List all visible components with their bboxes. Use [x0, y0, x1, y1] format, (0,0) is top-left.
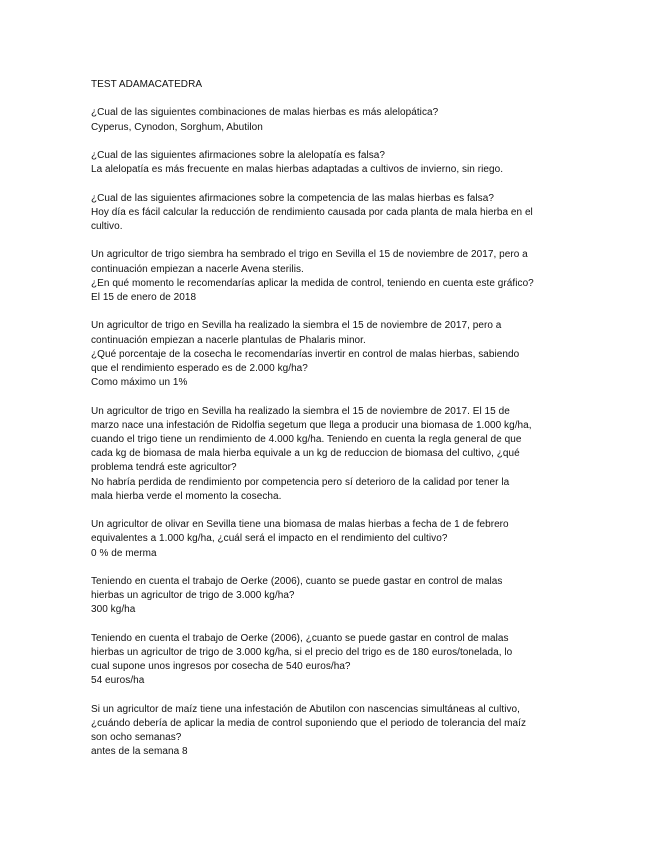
- question-block: [91, 518, 571, 561]
- text-line: continuación empiezan a nacerle Avena sterilis.: [91, 263, 304, 275]
- text-line: ¿Cual de las siguientes combinaciones de malas hierbas es más alelopática?: [91, 107, 439, 119]
- question-block: [91, 632, 571, 689]
- text-line: problema tendrá este agricultor?: [91, 462, 237, 474]
- text-line: Un agricultor de trigo en Sevilla ha realizado la siembra el 15 de noviembre de 2017. El 15 de: [91, 405, 510, 417]
- text-line: ¿cuándo debería de aplicar la media de control suponiendo que el periodo de tolerancia del maíz: [91, 717, 527, 729]
- text-line: que el rendimiento esperado es de 2.000 kg/ha?: [91, 362, 308, 374]
- text-line: 0 % de merma: [91, 547, 157, 559]
- text-line: Un agricultor de trigo siembra ha sembrado el trigo en Sevilla el 15 de noviembre de 2017, pero a: [91, 249, 528, 261]
- text-line: ¿Cual de las siguientes afirmaciones sobre la competencia de las malas hierbas es falsa?: [91, 192, 494, 204]
- text-line: cada kg de biomasa de mala hierba equivale a un kg de reduccion de biomasa del cultivo, ¿qué: [91, 448, 520, 460]
- text-line: mala hierba verde el momento la cosecha.: [91, 490, 282, 502]
- text-line: La alelopatía es más frecuente en malas hierbas adaptadas a cultivos de invierno, sin riego.: [91, 164, 504, 176]
- text-line: Si un agricultor de maíz tiene una infestación de Abutilon con nascencias simultáneas al cultivo,: [91, 703, 520, 715]
- text-line: El 15 de enero de 2018: [91, 291, 197, 303]
- text-line: Teniendo en cuenta el trabajo de Oerke (2006), cuanto se puede gastar en control de malas: [91, 575, 503, 587]
- text-line: hierbas un agricultor de trigo de 3.000 kg/ha, si el precio del trigo es de 180 euros/tonelada, lo: [91, 646, 513, 658]
- question-block: [91, 703, 571, 760]
- question-block: [91, 248, 571, 305]
- text-line: Un agricultor de trigo en Sevilla ha realizado la siembra el 15 de noviembre de 2017, pero a: [91, 320, 502, 332]
- text-line: ¿En qué momento le recomendarías aplicar la medida de control, teniendo en cuenta este gráfico?: [91, 277, 534, 289]
- text-line: 300 kg/ha: [91, 604, 136, 616]
- question-block: [91, 106, 571, 134]
- text-line: 54 euros/ha: [91, 675, 145, 687]
- text-line: equivalentes a 1.000 kg/ha, ¿cuál será el impacto en el rendimiento del cultivo?: [91, 533, 448, 545]
- text-line: hierbas un agricultor de trigo de 3.000 kg/ha?: [91, 590, 295, 602]
- text-line: Un agricultor de olivar en Sevilla tiene una biomasa de malas hierbas a fecha de 1 de febrero: [91, 519, 509, 531]
- document-title: TEST ADAMACATEDRA: [91, 79, 203, 90]
- text-line: son ocho semanas?: [91, 732, 182, 744]
- text-line: marzo nace una infestación de Ridolfia segetum que llega a producir una biomasa de 1.000 kg/ha,: [91, 419, 532, 431]
- question-list: [91, 106, 571, 759]
- text-line: Hoy día es fácil calcular la reducción de rendimiento causada por cada planta de mala hierba en el: [91, 206, 533, 218]
- text-line: ¿Qué porcentaje de la cosecha le recomendarías invertir en control de malas hierbas, sabiendo: [91, 348, 520, 360]
- text-line: No habría perdida de rendimiento por competencia pero sí deterioro de la calidad por tener la: [91, 476, 510, 488]
- document-body: [91, 78, 571, 774]
- question-block: [91, 149, 571, 177]
- text-line: Cyperus, Cynodon, Sorghum, Abutilon: [91, 121, 263, 133]
- text-line: cultivo.: [91, 220, 123, 232]
- text-line: Teniendo en cuenta el trabajo de Oerke (2006), ¿cuanto se puede gastar en control de malas: [91, 632, 509, 644]
- question-block: [91, 319, 571, 390]
- text-line: continuación empiezan a nacerle plantulas de Phalaris minor.: [91, 334, 366, 346]
- text-line: Como máximo un 1%: [91, 377, 188, 389]
- question-block: [91, 575, 571, 618]
- text-line: cuando el trigo tiene un rendimiento de 4.000 kg/ha. Teniendo en cuenta la regla general de que: [91, 433, 522, 445]
- text-line: antes de la semana 8: [91, 746, 188, 758]
- text-line: cual supone unos ingresos por cosecha de 540 euros/ha?: [91, 661, 351, 673]
- text-line: ¿Cual de las siguientes afirmaciones sobre la alelopatía es falsa?: [91, 149, 386, 161]
- question-block: [91, 192, 571, 235]
- question-block: [91, 405, 571, 504]
